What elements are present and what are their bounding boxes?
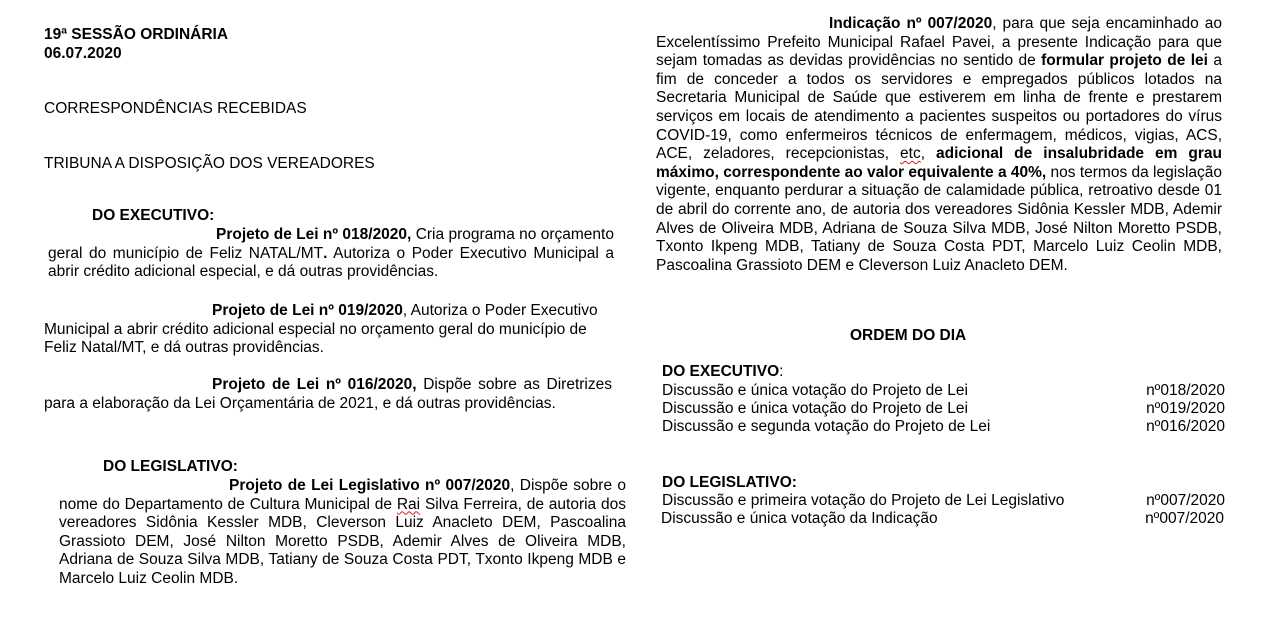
agenda-executive-heading-colon: :: [779, 363, 784, 380]
bill-018-paragraph: [48, 226, 614, 282]
bill-legislative-007-text-continued: Silva Ferreira, de autoria dos vereadores Sidônia Kessler MDB, Cleverson Luiz Anacleto DEM, Pascoalina Grassioto DEM, José Nilton Moretto PSDB, Ademir Alves de Oliveira MDB, Adriana de Souza Silva MDB, Tatiany de Souza Costa PDT, Txonto Ikpeng MDB e Marcelo Luiz Ceolin MDB.: [59, 495, 626, 587]
agenda-executive-heading-text: DO EXECUTIVO: [662, 363, 780, 380]
agenda-item-number: nº007/2020: [1146, 492, 1225, 509]
bill-019-paragraph: [44, 302, 612, 358]
tribune-heading: TRIBUNA A DISPOSIÇÃO DOS VEREADORES: [44, 155, 375, 172]
bill-019-title: Projeto de Lei nº 019/2020: [212, 302, 403, 319]
correspondence-heading: CORRESPONDÊNCIAS RECEBIDAS: [44, 100, 307, 117]
spellcheck-flagged-word: Rai: [396, 495, 421, 513]
indicacao-text-3: ,: [920, 145, 937, 163]
indicacao-title: Indicação nº 007/2020: [829, 15, 993, 32]
agenda-item-text: Discussão e única votação da Indicação: [661, 510, 938, 527]
agenda-item-number: nº007/2020: [1145, 510, 1224, 527]
bill-016-text: Dispõe sobre as Diretrizes para a elaboração da Lei Orçamentária de 2021, e dá outras providências.: [44, 376, 612, 412]
session-date: 06.07.2020: [44, 45, 122, 62]
bill-016-title: Projeto de Lei nº 016/2020,: [212, 376, 417, 393]
agenda-item-text: Discussão e primeira votação do Projeto de Lei Legislativo: [662, 492, 1065, 509]
indicacao-bold-phrase-1: formular projeto de lei: [1041, 52, 1208, 70]
executive-heading: DO EXECUTIVO:: [92, 207, 215, 224]
agenda-legislative-item: [661, 510, 1224, 528]
agenda-title: ORDEM DO DIA: [850, 327, 967, 344]
indicacao-text: , para que seja encaminhado ao Excelentíssimo Prefeito Municipal Rafael Pavei, a presente Indicação para que sejam tomadas as devidas providências no sentido de: [656, 15, 1222, 70]
agenda-executive-heading: [662, 363, 783, 381]
agenda-item-text: Discussão e única votação do Projeto de Lei: [662, 400, 968, 417]
bill-legislative-007-text: , Dispõe sobre o nome do Departamento de Cultura Municipal de: [59, 477, 626, 513]
bill-016-paragraph: [44, 376, 612, 413]
spellcheck-flagged-word: etc: [900, 145, 921, 163]
agenda-item-number: nº018/2020: [1146, 382, 1225, 399]
agenda-executive-item: [662, 400, 1225, 418]
agenda-executive-item: [662, 418, 1225, 436]
bill-018-text: Cria programa no orçamento geral do município de Feliz NATAL/MT: [48, 226, 614, 262]
agenda-item-number: nº016/2020: [1146, 418, 1225, 435]
agenda-item-text: Discussão e segunda votação do Projeto de Lei: [662, 418, 991, 435]
agenda-item-text: Discussão e única votação do Projeto de Lei: [662, 382, 968, 399]
indicacao-text-2: a fim de conceder a todos os servidores e empregados públicos lotados na Secretaria Municipal de Saúde que estiverem em linha de frente e prestarem serviços em locais de atendimento a pacientes suspeitos ou portadores do vírus COVID-19, como enfermeiros técnicos de enfermagem, médicos, vigias, ACS, ACE, zeladores, recepcionistas,: [656, 52, 1222, 163]
legislative-heading: DO LEGISLATIVO:: [103, 458, 238, 475]
indicacao-bold-phrase-2: adicional de insalubridade em grau máximo, correspondente ao valor equivalente a 40%,: [656, 145, 1222, 181]
bill-legislative-007-paragraph: [59, 477, 626, 589]
agenda-item-number: nº019/2020: [1146, 400, 1225, 417]
agenda-legislative-item: [662, 492, 1225, 510]
bill-018-bold-dot: .: [323, 244, 328, 262]
indicacao-text-4: nos termos da legislação vigente, enquanto perdurar a situação de calamidade pública, retroativo desde 01 de abril do corrente ano, de autoria dos vereadores Sidônia Kessler MDB, Ademir Alves de Oliveira MDB, Adriana de Souza Silva MDB, José Nilton Moretto PSDB, Txonto Ikpeng MDB, Tatiany de Souza Costa PDT, Marcelo Luiz Ceolin MDB, Pascoalina Grassioto DEM e Cleverson Luiz Anacleto DEM.: [656, 163, 1222, 274]
bill-legislative-007-title: Projeto de Lei Legislativo nº 007/2020: [229, 477, 511, 494]
bill-018-text-continued: Autoriza o Poder Executivo Municipal a abrir crédito adicional especial, e dá outras providências.: [48, 244, 614, 281]
agenda-executive-item: [662, 382, 1225, 400]
bill-018-title: Projeto de Lei nº 018/2020,: [216, 226, 412, 243]
indicacao-paragraph: [656, 15, 1222, 275]
bill-019-text: , Autoriza o Poder Executivo Municipal a abrir crédito adicional especial no orçamento geral do município de Feliz Natal/MT, e dá outras providências.: [44, 302, 598, 357]
session-title: 19ª SESSÃO ORDINÁRIA: [44, 26, 229, 43]
agenda-legislative-heading: DO LEGISLATIVO:: [662, 474, 797, 491]
